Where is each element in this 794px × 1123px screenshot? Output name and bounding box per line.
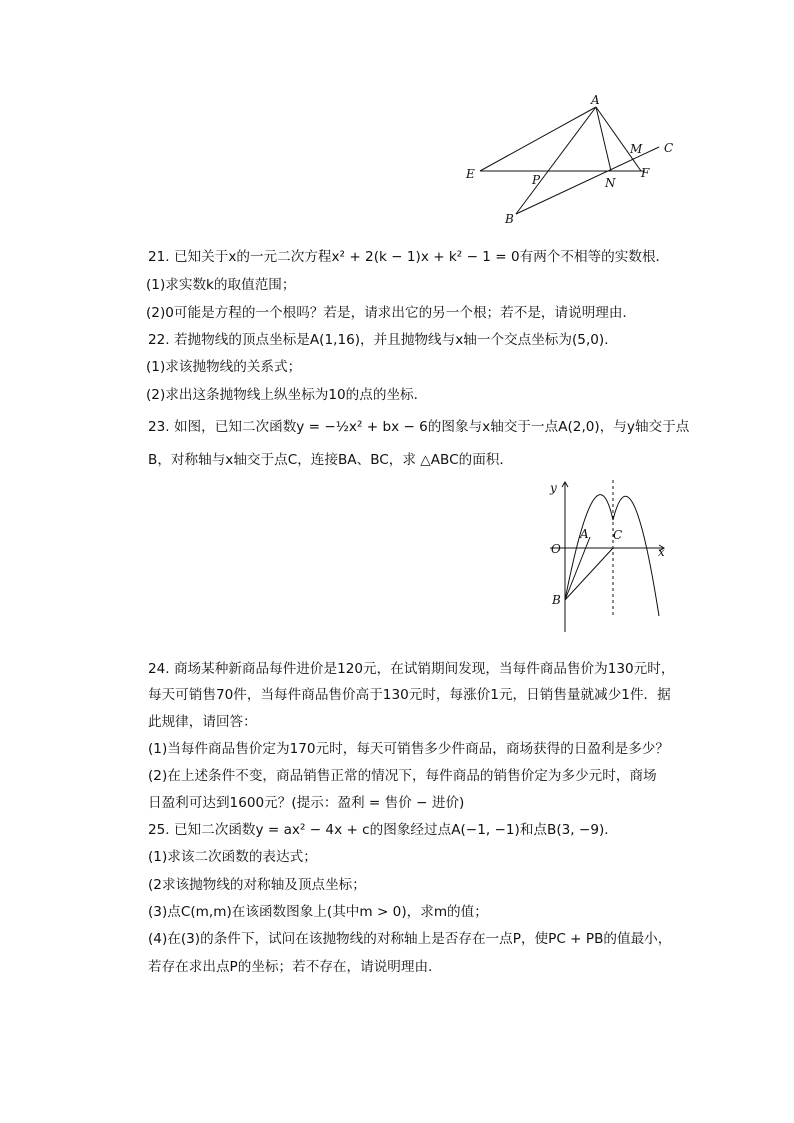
axis-label-x: x: [658, 545, 665, 559]
label-B: B: [505, 212, 514, 226]
q24-line1: 24. 商场某种新商品每件进价是120元，在试销期间发现，当每件商品售价为130元时，: [148, 661, 675, 677]
q24-line3: 此规律，请回答：: [148, 714, 257, 730]
segment-BC: [565, 548, 613, 600]
label-N: N: [605, 176, 616, 190]
q25-part1: (1)求该二次函数的表达式；: [148, 849, 317, 865]
label-F: F: [641, 166, 650, 180]
label-E: E: [466, 167, 475, 181]
q23-stem-line1: 23. 如图，已知二次函数y = −½x² + bx − 6的图象与x轴交于一点A(2,0)，与y轴交于点: [148, 419, 690, 435]
axis-label-y: y: [550, 481, 557, 495]
parabola-curve: [565, 495, 659, 616]
q23-stem-line2: B，对称轴与x轴交于点C，连接BA、BC，求 △ABC的面积．: [148, 452, 513, 468]
q22-stem: 22. 若抛物线的顶点坐标是A(1,16)，并且抛物线与x轴一个交点坐标为(5,0)．: [148, 332, 618, 348]
q25-part2: (2求该抛物线的对称轴及顶点坐标；: [148, 877, 366, 893]
segment-AB: [516, 107, 596, 214]
q22-part1: (1)求该抛物线的关系式；: [146, 359, 302, 375]
q25-part4-line1: (4)在(3)的条件下，试问在该抛物线的对称轴上是否存在一点P，使PC + PB的值最小，: [148, 931, 672, 947]
parabola-figure: [540, 478, 675, 638]
q24-line2: 每天可销售70件，当每件商品售价高于130元时，每涨价1元，日销售量就减少1件．据: [148, 687, 671, 703]
segment-AN: [596, 107, 611, 171]
q21-part2: (2)0可能是方程的一个根吗？若是，请求出它的另一个根；若不是，请说明理由．: [146, 305, 637, 321]
label-A: A: [580, 527, 589, 541]
q25-part3: (3)点C(m,m)在该函数图象上(其中m > 0)，求m的值；: [148, 904, 488, 920]
label-C: C: [613, 528, 623, 542]
segment-BA: [565, 537, 590, 600]
geometry-figure-1: [460, 90, 690, 230]
q22-part2: (2)求出这条抛物线上纵坐标为10的点的坐标．: [146, 387, 428, 403]
q24-part2-line1: (2)在上述条件不变，商品销售正常的情况下，每件商品的销售价定为多少元时，商场: [148, 768, 657, 784]
q21-stem: 21. 已知关于x的一元二次方程x² + 2(k − 1)x + k² − 1 = 0有两个不相等的实数根．: [148, 249, 670, 265]
label-A: A: [591, 93, 600, 107]
label-O: O: [551, 542, 561, 556]
label-C: C: [664, 141, 674, 155]
q25-part4-line2: 若存在求出点P的坐标；若不存在，请说明理由．: [148, 959, 442, 975]
segment-AF: [596, 107, 641, 171]
label-M: M: [630, 142, 643, 156]
q25-stem: 25. 已知二次函数y = ax² − 4x + c的图象经过点A(−1, −1)和点B(3, −9)．: [148, 822, 618, 838]
label-P: P: [532, 173, 541, 187]
q24-part1: (1)当每件商品售价定为170元时，每天可销售多少件商品，商场获得的日盈利是多少？: [148, 741, 669, 757]
q24-part2-line2: 日盈利可达到1600元？(提示：盈利 = 售价 − 进价): [148, 795, 465, 811]
label-B: B: [552, 593, 561, 607]
q21-part1: (1)求实数k的取值范围；: [146, 277, 296, 293]
segment-EA: [480, 107, 596, 171]
